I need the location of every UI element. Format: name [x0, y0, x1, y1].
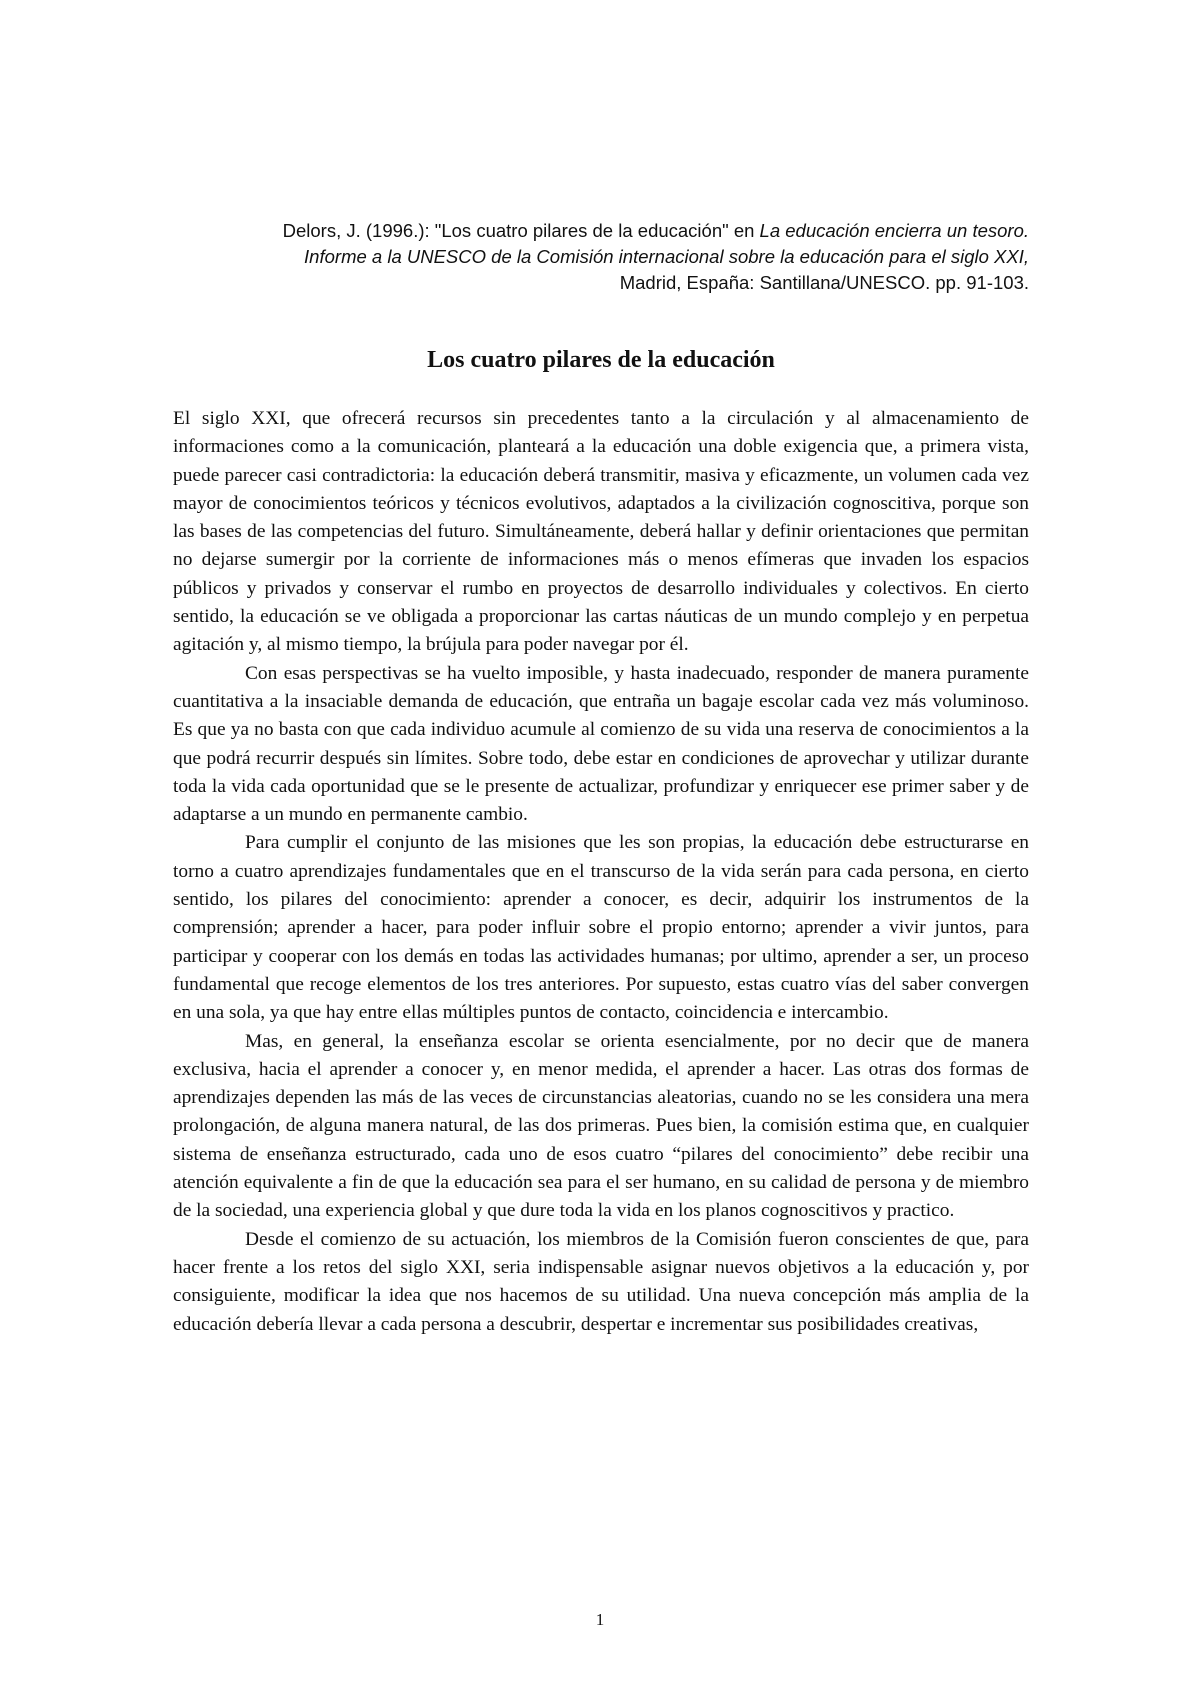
- bibliographic-citation: [173, 218, 1029, 296]
- citation-line-2: [173, 244, 1029, 270]
- paragraph: Mas, en general, la enseñanza escolar se orienta esencialmente, por no decir que de manera exclusiva, hacia el aprender a conocer y, en menor medida, el aprender a hacer. Las otras dos formas de aprendizajes dependen las más de las veces de circunstancias aleatorias, cuando no se les considera una mera prolongación, de alguna manera natural, de las dos primeras. Pues bien, la comisión estima que, en cualquier sistema de enseñanza estructurado, cada uno de esos cuatro “pilares del conocimiento” debe recibir una atención equivalente a fin de que la educación sea para el ser humano, en su calidad de persona y de miembro de la sociedad, una experiencia global y que dure toda la vida en los planos cognoscitivos y practico.: [173, 1030, 1029, 1222]
- citation-author-and-chapter: Delors, J. (1996.): "Los cuatro pilares de la educación" en: [282, 220, 760, 241]
- citation-report-title: Informe a la UNESCO de la Comisión internacional sobre la educación para el siglo XXI,: [304, 246, 1029, 267]
- paragraph: Desde el comienzo de su actuación, los miembros de la Comisión fueron conscientes de que, para hacer frente a los retos del siglo XXI, seria indispensable asignar nuevos objetivos a la educación y, por consiguiente, modificar la idea que nos hacemos de su utilidad. Una nueva concepción más amplia de la educación debería llevar a cada persona a descubrir, despertar e incrementar sus posibilidades creativas,: [173, 1228, 1029, 1335]
- citation-line-3: Madrid, España: Santillana/UNESCO. pp. 91-103.: [619, 272, 1029, 293]
- paragraph: Para cumplir el conjunto de las misiones que les son propias, la educación debe estructurarse en torno a cuatro aprendizajes fundamentales que en el transcurso de la vida serán para cada persona, en cierto sentido, los pilares del conocimiento: aprender a conocer, es decir, adquirir los instrumentos de la comprensión; aprender a hacer, para poder influir sobre el propio entorno; aprender a vivir juntos, para participar y cooperar con los demás en todas las actividades humanas; por ultimo, aprender a ser, un proceso fundamental que recoge elementos de los tres anteriores. Por supuesto, estas cuatro vías del saber convergen en una sola, ya que hay entre ellas múltiples puntos de contacto, coincidencia e intercambio.: [173, 832, 1029, 1024]
- citation-line-1: [173, 218, 1029, 244]
- citation-book-title: La educación encierra un tesoro.: [759, 220, 1029, 241]
- document-title: Los cuatro pilares de la educación: [427, 347, 775, 373]
- page-number: 1: [595, 1610, 605, 1629]
- paragraph: El siglo XXI, que ofrecerá recursos sin precedentes tanto a la circulación y al almacenamiento de informaciones como a la comunicación, planteará a la educación una doble exigencia que, a primera vista, puede parecer casi contradictoria: la educación deberá transmitir, masiva y eficazmente, un volumen cada vez mayor de conocimientos teóricos y técnicos evolutivos, adaptados a la civilización cognoscitiva, porque son las bases de las competencias del futuro. Simultáneamente, deberá hallar y definir orientaciones que permitan no dejarse sumergir por la corriente de informaciones más o menos efímeras que invaden los espacios públicos y privados y conservar el rumbo en proyectos de desarrollo individuales y colectivos. En cierto sentido, la educación se ve obligada a proporcionar las cartas náuticas de un mundo complejo y en perpetua agitación y, al mismo tiempo, la brújula para poder navegar por él.: [173, 408, 1029, 656]
- paragraph: Con esas perspectivas se ha vuelto imposible, y hasta inadecuado, responder de manera puramente cuantitativa a la insaciable demanda de educación, que entraña un bagaje escolar cada vez más voluminoso. Es que ya no basta con que cada individuo acumule al comienzo de su vida una reserva de conocimientos a la que podrá recurrir después sin límites. Sobre todo, debe estar en condiciones de aprovechar y utilizar durante toda la vida cada oportunidad que se le presente de actualizar, profundizar y enriquecer ese primer saber y de adaptarse a un mundo en permanente cambio.: [173, 662, 1029, 826]
- document-body: [173, 405, 1029, 1339]
